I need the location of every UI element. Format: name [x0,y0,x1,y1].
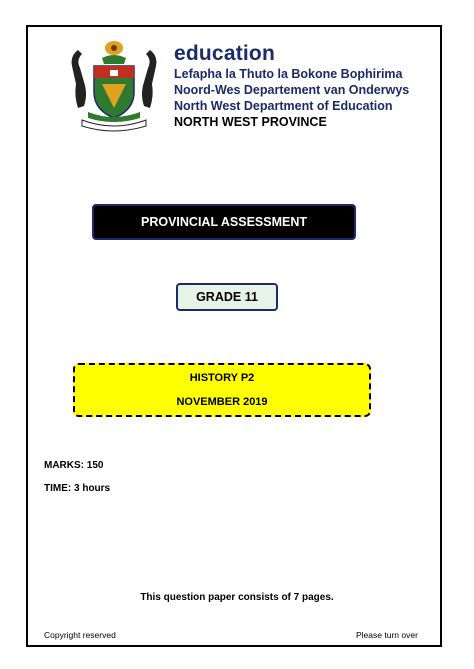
dept-name-setswana: Lefapha la Thuto la Bokone Bophirima [174,67,403,81]
coat-of-arms-icon [62,36,166,136]
province-name: NORTH WEST PROVINCE [174,115,327,129]
copyright-notice: Copyright reserved [44,630,116,640]
brand-title: education [174,42,275,65]
marks-label: MARKS: 150 [44,460,104,471]
subject-box [73,363,371,417]
time-label: TIME: 3 hours [44,483,111,494]
dept-name-afrikaans: Noord-Wes Departement van Onderwys [174,83,410,97]
subject-title: HISTORY P2 [189,372,255,384]
turn-over-notice: Please turn over [356,630,418,640]
exam-date: NOVEMBER 2019 [176,396,268,408]
page-count-note: This question paper consists of 7 pages. [140,592,334,603]
letterhead [62,36,412,136]
dept-name-english: North West Department of Education [174,99,393,113]
department-name-block [174,42,409,130]
assessment-type-banner: PROVINCIAL ASSESSMENT [92,204,356,240]
grade-box: GRADE 11 [176,283,278,311]
